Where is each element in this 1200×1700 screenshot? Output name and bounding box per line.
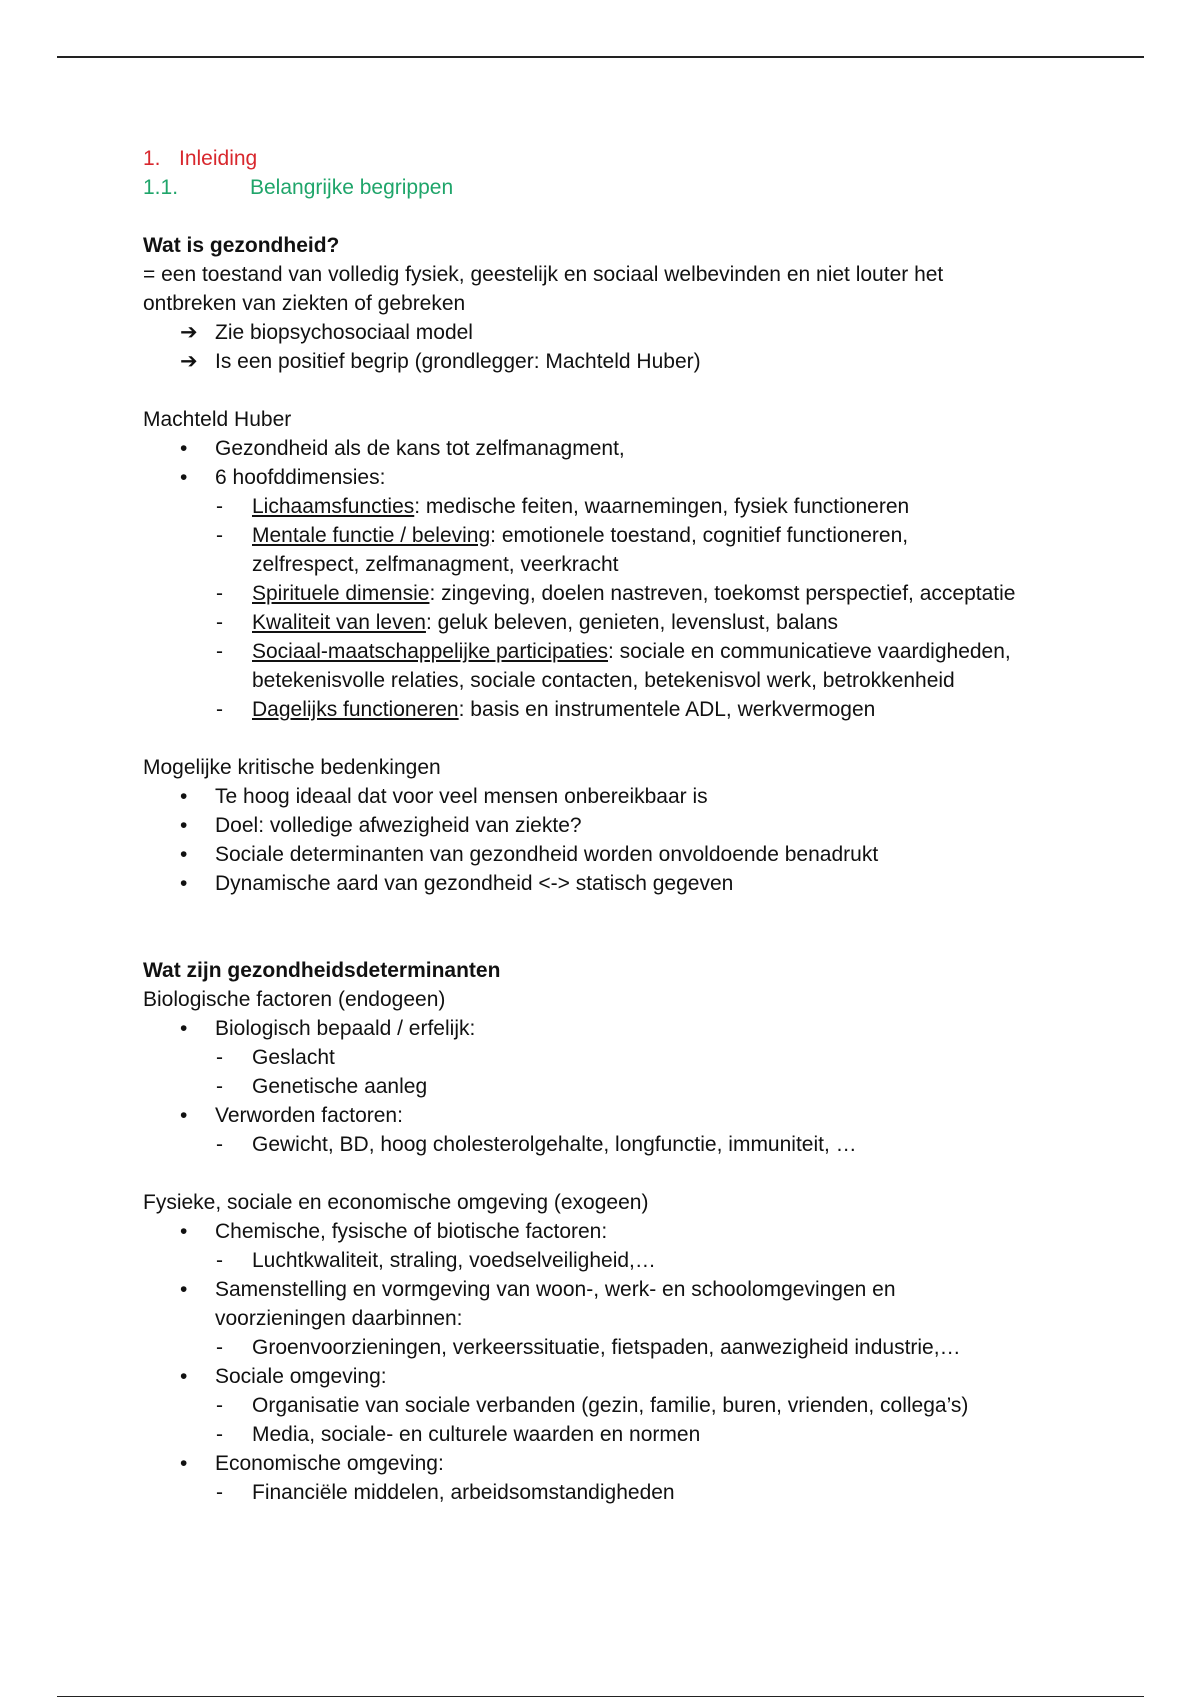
dash-icon: - — [216, 495, 223, 518]
bullet-item — [143, 463, 1103, 492]
dash-icon: - — [216, 1075, 223, 1098]
dimension-desc: : medische feiten, waarnemingen, fysiek functioneren — [414, 495, 910, 518]
dash-item-continuation: betekenisvolle relaties, sociale contacten, betekenisvol werk, betrokkenheid — [252, 669, 955, 692]
dash-icon: - — [216, 1481, 223, 1504]
bullet-item — [143, 1014, 1103, 1043]
dash-item — [143, 1130, 1103, 1159]
bullet-item — [143, 1362, 1103, 1391]
arrow-item-text: Zie biopsychosociaal model — [215, 321, 473, 344]
dash-item — [143, 1333, 1103, 1362]
dash-icon: - — [216, 611, 223, 634]
bullet-item — [143, 1275, 1103, 1304]
dash-item — [143, 1043, 1103, 1072]
bullet-text: Biologisch bepaald / erfelijk: — [215, 1017, 476, 1040]
arrow-icon: ➔ — [180, 321, 198, 344]
dash-icon: - — [216, 1046, 223, 1069]
dash-text: Geslacht — [252, 1046, 335, 1069]
dash-text: Genetische aanleg — [252, 1075, 428, 1098]
dash-icon: - — [216, 1394, 223, 1417]
dash-text: Luchtkwaliteit, straling, voedselveiligheid,… — [252, 1249, 656, 1272]
dimension-desc: : emotionele toestand, cognitief functioneren, — [490, 524, 909, 547]
bullet-icon: • — [180, 437, 188, 460]
bullet-icon: • — [180, 872, 188, 895]
arrow-item-text: Is een positief begrip (grondlegger: Machteld Huber) — [215, 350, 701, 373]
section-subtitle: Mogelijke kritische bedenkingen — [143, 756, 441, 779]
paragraph-line: = een toestand van volledig fysiek, geestelijk en sociaal welbevinden en niet louter het — [143, 263, 944, 286]
dash-item — [143, 1391, 1103, 1420]
bullet-text: Doel: volledige afwezigheid van ziekte? — [215, 814, 582, 837]
dimension-term: Dagelijks functioneren — [252, 698, 459, 721]
heading-1-text: Inleiding — [179, 147, 258, 170]
bullet-item — [143, 1217, 1103, 1246]
dash-item — [143, 579, 1103, 608]
section-title: Wat zijn gezondheidsdeterminanten — [143, 959, 501, 982]
dash-item — [143, 1246, 1103, 1275]
heading-2-number: 1.1. — [143, 176, 179, 199]
paragraph-line: ontbreken van ziekten of gebreken — [143, 292, 466, 315]
bullet-icon: • — [180, 1452, 188, 1475]
dimension-desc: : geluk beleven, genieten, levenslust, balans — [425, 611, 839, 634]
bullet-icon: • — [180, 814, 188, 837]
arrow-icon: ➔ — [180, 350, 198, 373]
bullet-item-continuation: voorzieningen daarbinnen: — [215, 1307, 463, 1330]
dash-icon: - — [216, 698, 223, 721]
bullet-text: Te hoog ideaal dat voor veel mensen onbereikbaar is — [215, 785, 708, 808]
heading-1-number: 1. — [143, 147, 161, 170]
dash-icon: - — [216, 640, 223, 663]
dash-text: Organisatie van sociale verbanden (gezin, familie, buren, vrienden, collega’s) — [252, 1394, 969, 1417]
bullet-icon: • — [180, 1365, 188, 1388]
heading-2-text: Belangrijke begrippen — [250, 176, 454, 199]
dimension-term: Spirituele dimensie — [252, 582, 430, 605]
bullet-item — [143, 811, 1103, 840]
dash-item — [143, 521, 1103, 550]
heading-1 — [143, 144, 1103, 173]
header-rule — [57, 56, 1144, 58]
document-page — [143, 144, 1103, 1507]
dash-text: Gewicht, BD, hoog cholesterolgehalte, longfunctie, immuniteit, … — [252, 1133, 857, 1156]
bullet-item — [143, 434, 1103, 463]
bullet-icon: • — [180, 1104, 188, 1127]
section-subtitle: Biologische factoren (endogeen) — [143, 988, 446, 1011]
bullet-icon: • — [180, 843, 188, 866]
bullet-item — [143, 840, 1103, 869]
dash-item-continuation: zelfrespect, zelfmanagment, veerkracht — [252, 553, 619, 576]
bullet-icon: • — [180, 1278, 188, 1301]
heading-2 — [143, 173, 1103, 202]
dash-item — [143, 1478, 1103, 1507]
bullet-icon: • — [180, 1017, 188, 1040]
dash-item — [143, 637, 1103, 666]
dash-icon: - — [216, 524, 223, 547]
arrow-item — [143, 347, 1103, 376]
dimension-desc: : basis en instrumentele ADL, werkvermogen — [458, 698, 876, 721]
bullet-item — [143, 1101, 1103, 1130]
bullet-text: Sociale determinanten van gezondheid worden onvoldoende benadrukt — [215, 843, 879, 866]
footer-rule — [57, 1696, 1144, 1697]
dash-item — [143, 608, 1103, 637]
dash-icon: - — [216, 1336, 223, 1359]
dash-icon: - — [216, 1423, 223, 1446]
dash-icon: - — [216, 1133, 223, 1156]
arrow-item — [143, 318, 1103, 347]
dash-text: Media, sociale- en culturele waarden en normen — [252, 1423, 701, 1446]
bullet-text: Chemische, fysische of biotische factoren: — [215, 1220, 608, 1243]
bullet-text: 6 hoofddimensies: — [215, 466, 386, 489]
dash-text: Groenvoorzieningen, verkeerssituatie, fietspaden, aanwezigheid industrie,… — [252, 1336, 961, 1359]
section-subtitle: Fysieke, sociale en economische omgeving (exogeen) — [143, 1191, 649, 1214]
dash-icon: - — [216, 1249, 223, 1272]
bullet-text: Samenstelling en vormgeving van woon-, werk- en schoolomgevingen en — [215, 1278, 896, 1301]
dimension-term: Mentale functie / beleving — [252, 524, 491, 547]
bullet-item — [143, 1449, 1103, 1478]
dash-icon: - — [216, 582, 223, 605]
section-title: Wat is gezondheid? — [143, 234, 340, 257]
bullet-text: Verworden factoren: — [215, 1104, 403, 1127]
dimension-term: Sociaal-maatschappelijke participaties — [252, 640, 609, 663]
dimension-term: Kwaliteit van leven — [252, 611, 426, 634]
dimension-desc: : zingeving, doelen nastreven, toekomst perspectief, acceptatie — [429, 582, 1016, 605]
bullet-icon: • — [180, 466, 188, 489]
bullet-icon: • — [180, 785, 188, 808]
dash-item — [143, 1072, 1103, 1101]
bullet-item — [143, 782, 1103, 811]
bullet-text: Dynamische aard van gezondheid <-> statisch gegeven — [215, 872, 734, 895]
bullet-text: Economische omgeving: — [215, 1452, 444, 1475]
bullet-icon: • — [180, 1220, 188, 1243]
dimension-desc: : sociale en communicatieve vaardigheden, — [608, 640, 1011, 663]
dash-item — [143, 492, 1103, 521]
dimension-term: Lichaamsfuncties — [252, 495, 415, 518]
bullet-text: Gezondheid als de kans tot zelfmanagment, — [215, 437, 625, 460]
dash-item — [143, 1420, 1103, 1449]
dash-item — [143, 695, 1103, 724]
dash-text: Financiële middelen, arbeidsomstandigheden — [252, 1481, 675, 1504]
section-subtitle: Machteld Huber — [143, 408, 292, 431]
bullet-item — [143, 869, 1103, 898]
bullet-text: Sociale omgeving: — [215, 1365, 387, 1388]
